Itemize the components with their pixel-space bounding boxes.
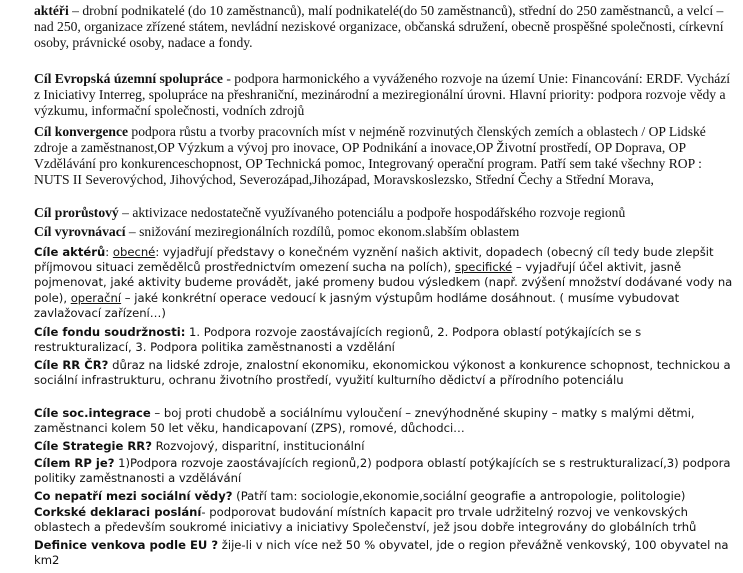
term-heading: Cíl vyrovnávací [34, 224, 126, 239]
paragraph [34, 538, 736, 568]
term-heading: Cíl prorůstový [34, 205, 119, 220]
term-heading: Cíle soc.integrace [34, 406, 151, 420]
term-heading: Co nepatří mezi sociální vědy? [34, 489, 233, 503]
paragraph-text: – snižování meziregionálních rozdílů, pomoc ekonom.slabším oblastem [125, 224, 520, 239]
underlined-term: specifické [454, 260, 513, 275]
paragraph-text: – drobní podnikatelé (do 10 zaměstnanců), malí podnikatelé(do 50 zaměstnanců), střední do 250 zaměstnanců, a velcí – nad 250, organizace zřízené státem, nevládní neziskové organizace, občanská sdružení, obecně prospěšné společnosti, církevní osoby, právnické osoby, nadace a fondy. [34, 3, 724, 51]
paragraph-text: – jaké konkrétní operace vedoucí k jasným výstupům hodláme dosáhnout. ( musíme vybudovat zavlažovací zařízení…) [34, 290, 680, 320]
paragraph [34, 205, 736, 221]
term-heading: Cíle RR ČR? [34, 358, 109, 372]
term-heading: Cíl konvergence [34, 124, 129, 139]
paragraph [34, 439, 736, 454]
paragraph-text: žije-li v nich více než 50 % obyvatel, jde o region převážně venkovský, 100 obyvatel na km2 [34, 538, 729, 568]
paragraph-text: – aktivizace nedostatečně využívaného potenciálu a podpoře hospodářského rozvoje regionů [118, 205, 626, 220]
paragraph [34, 505, 736, 535]
paragraph-text: důraz na lidské zdroje, znalostní ekonomiku, ekonomickou výkonost a konkurence schopnost, technickou a sociální infrastrukturu, ochranu životního prostředí, využití kulturního dědictví a přírodního potenciálu [34, 358, 731, 388]
paragraph [34, 3, 736, 51]
term-heading: Cíle fondu soudržnosti: [34, 325, 186, 339]
paragraph [34, 224, 736, 240]
term-heading: Cíle aktérů [34, 245, 106, 259]
paragraph-text: Rozvojový, disparitní, institucionální [151, 439, 365, 453]
paragraph [34, 358, 736, 388]
term-heading: Cíl Evropská územní spolupráce [34, 71, 223, 86]
paragraph-text: - podpora harmonického a vyváženého rozvoje na území Unie: Financování: ERDF. Vychází z Iniciativy Interreg, spolupráce na přeshraniční, mezinárodní a meziregionální úrovni. Hlavní priority: podpora rozvoje vědy a výzkumu, informační společnosti, vodních zdrojů [34, 71, 731, 119]
underlined-term: obecné [112, 245, 156, 259]
term-heading: Cílem RP je? [34, 456, 115, 470]
paragraph [34, 245, 736, 321]
paragraph [34, 456, 736, 486]
term-heading: Definice venkova podle EU ? [34, 538, 219, 552]
paragraph [34, 124, 736, 188]
paragraph [34, 325, 736, 355]
paragraph-text: : [105, 245, 113, 259]
paragraph [34, 406, 736, 436]
paragraph [34, 489, 736, 504]
paragraph [34, 71, 736, 119]
paragraph-text: - podporovat budování místních kapacit pro trvale udržitelný rozvoj ve venkovských oblastech a především soukromé iniciativy a iniciativy Společenství, jež jsou dobře integrovány do globálních trhů [34, 505, 697, 535]
paragraph-text: : vyjadřují představy o konečném vyznění našich aktivit, dopadech (obecný cíl tedy bude zlepšit příjmovou situaci zemědělců prostřednictvím omezení sucha na polích), [34, 245, 714, 275]
term-heading: aktéři [34, 3, 69, 18]
underlined-term: operační [70, 290, 122, 305]
paragraph-text: (Patří tam: sociologie,ekonomie,sociální geografie a antropologie, politologie) [232, 489, 686, 503]
paragraph-text: – vyjadřují účel aktivit, jasně pojmenovat, jaké aktivity budeme provádět, jaké promeny budou výsledkem (např. zvýšení množství dodávané vody na pole), [34, 260, 733, 305]
term-heading: Cíle Strategie RR? [34, 439, 152, 453]
term-heading: Corkské deklaraci poslání [34, 505, 202, 519]
paragraph-text: – boj proti chudobě a sociálnímu vyloučení – znevýhodněné skupiny – matky s malými dětmi, zaměstnanci kolem 50 let věku, handicapovaní (ZPS), romové, důchodci… [34, 406, 695, 436]
paragraph-text: 1)Podpora rozvoje zaostávajících regionů,2) podpora oblastí potýkajících se s restrukturalizací,3) podpora politiky zaměstnanosti a vzdělávání [34, 456, 731, 486]
paragraph-text: 1. Podpora rozvoje zaostávajících regionů, 2. Podpora oblastí potýkajících se s restrukturalizací, 3. Podpora politika zaměstnanosti a vzdělání [34, 325, 642, 355]
paragraph-text: podpora růstu a tvorby pracovních míst v nejméně rozvinutých členských zemích a oblastech / OP Lidské zdroje a zaměstnanost,OP Výzkum a vývoj pro inovace, OP Podnikání a inovace,OP Životní prostředí, OP Doprava, OP Vzdělávání pro konkurenceschopnost, OP Technická pomoc, Integrovaný operační program. Patří sem také všechny ROP : NUTS II Severovýchod, Jihovýchod, Severozápad,Jihozápad, Moravskoslezsko, Střední Čechy a Střední Morava, [34, 124, 706, 188]
